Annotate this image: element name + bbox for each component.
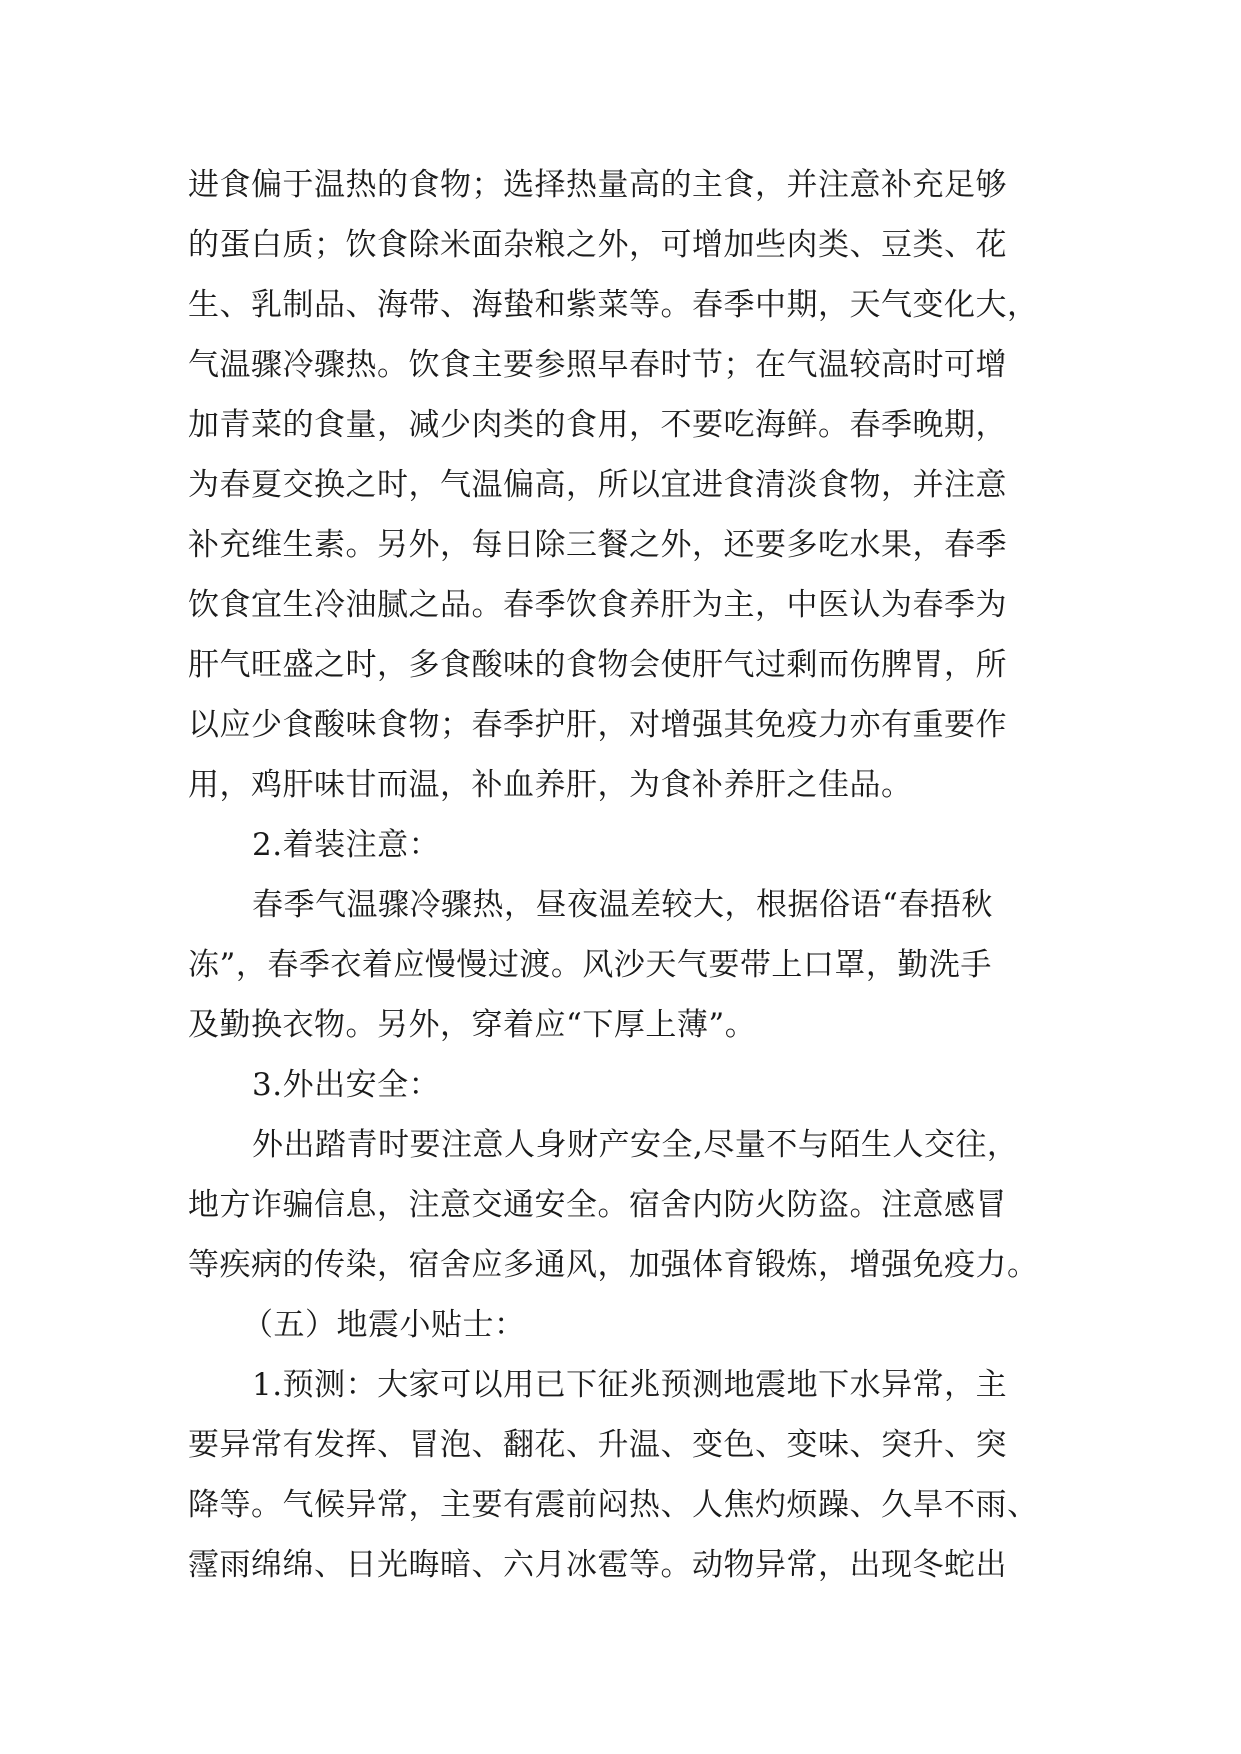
body-text-line: 饮食宜生冷油腻之品。春季饮食养肝为主，中医认为春季为 [188, 587, 1007, 623]
document-body [188, 155, 1058, 1595]
body-text-line: 要异常有发挥、冒泡、翻花、升温、变色、变味、突升、突 [188, 1427, 1007, 1463]
body-text-line: 1.预测：大家可以用已下征兆预测地震地下水异常，主 [252, 1367, 1008, 1403]
section-heading-earthquake: （五）地震小贴士： [242, 1307, 526, 1343]
body-text-line: 霪雨绵绵、日光晦暗、六月冰雹等。动物异常，出现冬蛇出 [188, 1547, 1007, 1583]
section-heading-safety: 3.外出安全： [252, 1067, 441, 1103]
body-text-line: 以应少食酸味食物；春季护肝，对增强其免疫力亦有重要作 [188, 707, 1007, 743]
body-text-line: 加青菜的食量，减少肉类的食用，不要吃海鲜。春季晚期， [188, 407, 1007, 443]
body-text-line: 气温骤冷骤热。饮食主要参照早春时节；在气温较高时可增 [188, 347, 1007, 383]
body-text-line: 外出踏青时要注意人身财产安全,尽量不与陌生人交往， [252, 1127, 1019, 1163]
body-text-line: 进食偏于温热的食物；选择热量高的主食，并注意补充足够 [188, 167, 1007, 203]
body-text-line: 降等。气候异常，主要有震前闷热、人焦灼烦躁、久旱不雨、 [188, 1487, 1039, 1523]
body-text-line: 冻”，春季衣着应慢慢过渡。风沙天气要带上口罩，勤洗手 [188, 947, 992, 983]
body-text-line: 地方诈骗信息，注意交通安全。宿舍内防火防盗。注意感冒 [188, 1187, 1007, 1223]
body-text-line: 肝气旺盛之时，多食酸味的食物会使肝气过剩而伤脾胃，所 [188, 647, 1007, 683]
body-text-line: 生、乳制品、海带、海蛰和紫菜等。春季中期，天气变化大， [188, 287, 1039, 323]
body-text-line: 的蛋白质；饮食除米面杂粮之外，可增加些肉类、豆类、花 [188, 227, 1007, 263]
body-text-line: 补充维生素。另外，每日除三餐之外，还要多吃水果，春季 [188, 527, 1007, 563]
body-text-line: 春季气温骤冷骤热，昼夜温差较大，根据俗语“春捂秋 [252, 887, 993, 923]
body-text-line: 为春夏交换之时，气温偏高，所以宜进食清淡食物，并注意 [188, 467, 1007, 503]
body-text-line: 及勤换衣物。另外，穿着应“下厚上薄”。 [188, 1007, 757, 1043]
body-text-line: 用，鸡肝味甘而温，补血养肝，为食补养肝之佳品。 [188, 767, 913, 803]
body-text-line: 等疾病的传染，宿舍应多通风，加强体育锻炼，增强免疫力。 [188, 1247, 1039, 1283]
section-heading-clothing: 2.着装注意： [252, 827, 441, 863]
